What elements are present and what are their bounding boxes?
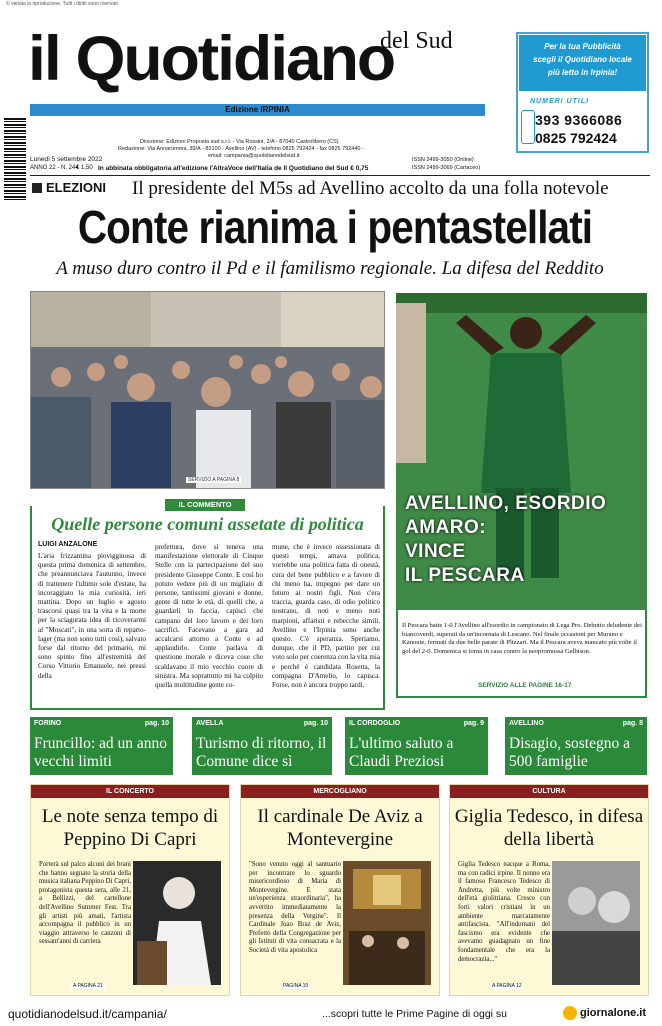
kicker-label: ELEZIONI	[46, 180, 106, 195]
bottom-label: CULTURA	[450, 785, 648, 798]
bottom-text: "Sono venuto oggi al santuario per incontrare lo sguardo misericordioso di Maria di Montevergine. E stata un'esperienza straordinaria", ha avvertito immediatamente la presenza della Vergine". Il Cardinale Joao Braz de Aviz, Prefetto della Congregazione per gli Istituti di vita consacrata e la Società di vita apostolica	[249, 861, 341, 954]
brief-page: pag. 9	[463, 720, 484, 727]
commento-title[interactable]: Quelle persone comuni assetate di politica	[51, 514, 364, 534]
phone-icon	[521, 110, 535, 144]
brief-category: AVELLINO	[509, 720, 544, 727]
publisher-line-2: Redazione: Via Annarumma, 39/A - 83100 - Avellino (AV) - telefono 0825 792424 - fax 0825 792440 -	[118, 146, 364, 152]
bottom-title: Il cardinale De Aviz a Montevergine	[257, 806, 423, 850]
kicker-text[interactable]: Il presidente del M5s ad Avellino accolto da una folla notevole	[132, 178, 609, 199]
bottom-ref[interactable]: A PAGINA 12	[492, 983, 522, 989]
divider	[30, 175, 650, 176]
bottom-article[interactable]	[240, 784, 440, 996]
brief-box[interactable]	[345, 717, 488, 775]
brief-text: L'ultimo saluto a Claudi Preziosi	[349, 735, 454, 770]
commento-col-2: prefettura, dove si teneva una manifestazione elettorale di Cinque Stelle con la partecipazione del suo presidente Giuseppe Conte. E così ho potuto vedere più di un migliaio di persone, tantissimi giovani e donne, gente di tutte le età, di quelli che, a guardarli in faccia, capisci che campano del loro lavoro e dei loro sacrifici. Facevano a gara ad accalcarsi attorno a Conte e ad applaudirlo. Conte parlava di questione morale e diceva cose che scaldavano il mio vecchio cuore di sinistra. Ma soprattutto mi ha colpito quella moltitudine gente co-	[155, 543, 263, 690]
singer-photo	[133, 861, 221, 985]
obligatory-note: In abbinata obbligatoria all'edizione l'AltraVoce dell'Italia de Il Quotidiano del Sud € 0,75	[98, 165, 369, 172]
newspaper-logo[interactable]: il Quotidiano	[28, 24, 395, 94]
brief-text: Turismo di ritorno, il Comune dice sì	[196, 735, 327, 770]
newspaper-logo-suffix: del Sud	[380, 28, 453, 54]
football-text: Il Pescara batte 1-0 l'Avellino all'esordio in campionato di Lega Pro. Debutto deludente dei biancoverdi, superati da un'incornata di Lescano. Nel finale occasioni per Murano e Kanoute, fermati da due belle parate di Plizzari. Ma il Pescara aveva mancato più volte il gol del 2-0. Domenica si torna in casa contro la neopromossa Gelbison.	[402, 622, 642, 655]
bottom-ref[interactable]: PAGINA 10	[283, 983, 309, 989]
footer-promo: ...scopri tutte le Prime Pagine di oggi su	[322, 1008, 508, 1020]
bottom-text: Giglia Tedesco nacque a Roma, ma con radici irpine. Il nonno era il famoso Francesco Tedesco di Andretta, più volte ministro dell'età giolittiana. Cresce con forti valori cristiani in un ambiente marcatamente antifascista. "All'indomani del fascismo era evidente che avevamo guadagnato un fine fondamentale che era la democrazia..."	[458, 861, 550, 963]
football-caption-line: VINCE	[405, 541, 466, 562]
bottom-label: MERCOGLIANO	[241, 785, 439, 798]
price: € 1,50	[76, 165, 93, 171]
publisher-line-1: Direzione: Edizioni Proposta sud s.r.l. - Via Rossini, 2/A - 87040 Castrolibero (CS)	[140, 139, 339, 145]
copyright-note: © vietata la riproduzione. Tutti i diritti sono riservati	[6, 1, 118, 7]
commento-label: IL COMMENTO	[165, 499, 245, 511]
ad-phone-1: 393 9366086	[535, 112, 623, 128]
football-caption-line: AVELLINO, ESORDIO	[405, 493, 607, 514]
portrait-photo	[552, 861, 640, 985]
bottom-title: Giglia Tedesco, in difesa della libertà	[454, 806, 644, 850]
photo-ref[interactable]: SERVIZIO A PAGINA 8	[188, 477, 240, 483]
brief-page: pag. 8	[622, 720, 643, 727]
bottom-text: Porterà sul palco alcuni dei brani che hanno segnato la storia della musica italiana Peppino Di Capri, protagonista questa sera, alle 21, a Bellizzi, del cartellone dell'Avellino Summer Fest. Tra gli artisti più amati, l'artista accompagna il pubblico in un viaggio attraverso le canzoni di sessant'anni di carriera	[39, 861, 131, 946]
bottom-article[interactable]	[30, 784, 230, 996]
crowd-illustration	[31, 292, 385, 489]
kicker-square	[32, 183, 42, 193]
ad-line-3: più letto in Irpinia!	[547, 68, 618, 77]
dateline: Lunedì 5 settembre 2022	[30, 156, 103, 163]
bottom-ref[interactable]: A PAGINA 21	[73, 983, 103, 989]
commento-author: LUIGI ANZALONE	[38, 541, 98, 548]
church-photo	[343, 861, 431, 985]
football-caption	[405, 492, 606, 588]
brief-box[interactable]	[505, 717, 647, 775]
ad-label: NUMERI UTILI	[530, 98, 590, 105]
commento-col-3: mune, che è invece ossessionata di questi tempi, amava politica, vorrebbe una politica fatta di onestà, cura del bene pubblico e a favore di chi meno ha, impegno per dare un futuro ai nostri figli. Non c'era traccia, guarda caso, di odio politico nostrano, di noti e meno noti marpioni, affaristi e rebecche simili. Avellino e l'Irpinia sono anche questo. C'è speranza. Speriamo, dunque, che il PD, partito per cui voto solo per coerenza con la vita mia e perché è candidata Rosetta, la compagna D'Amelio, lo capisca. Forse, non è ancora troppo tardi.	[272, 543, 380, 690]
brief-page: pag. 10	[144, 720, 169, 727]
main-headline[interactable]: Conte rianima i pentastellati	[77, 201, 593, 253]
brief-category: AVELLA	[196, 720, 224, 727]
brief-category: IL CORDOGLIO	[349, 720, 401, 727]
brief-page: pag. 10	[303, 720, 328, 727]
brief-box[interactable]	[30, 717, 173, 775]
bottom-label: IL CONCERTO	[31, 785, 229, 798]
ad-line-2: scegli il Quotidiano locale	[533, 55, 632, 64]
ad-line-1: Per la tua Pubblicità	[544, 42, 621, 51]
crowd-photo[interactable]	[30, 291, 385, 489]
main-subhead: A muso duro contro il Pd e il familismo regionale. La difesa del Reddito	[56, 258, 604, 279]
brief-category: FORINO	[34, 720, 62, 727]
issn-block	[412, 157, 480, 172]
football-caption-line: AMARO:	[405, 517, 487, 538]
brief-text: Fruncillo: ad un anno vecchi limiti	[34, 735, 168, 770]
issn-print: ISSN 2499-3069 (Cartaceo)	[412, 164, 481, 171]
footer-link[interactable]: quotidianodelsud.it/campania/	[8, 1007, 167, 1021]
giornalone-logo-icon	[563, 1006, 577, 1020]
footer-brand[interactable]: giornalone.it	[580, 1007, 646, 1019]
brief-box[interactable]	[192, 717, 332, 775]
football-ref[interactable]: SERVIZIO ALLE PAGINE 16-17	[478, 682, 572, 689]
barcode-icon	[4, 118, 26, 202]
publisher-line-3: email: campania@quotidianodelsud.it	[208, 153, 300, 159]
ad-phone-2: 0825 792424	[535, 130, 617, 146]
bottom-article[interactable]	[449, 784, 649, 996]
bottom-title: Le note senza tempo di Peppino Di Capri	[41, 806, 219, 850]
ad-banner	[519, 35, 646, 91]
issue-number: ANNO 22 - N. 244	[30, 165, 79, 171]
football-caption-line: IL PESCARA	[405, 565, 525, 586]
brief-text: Disagio, sostegno a 500 famiglie	[509, 735, 630, 770]
edition-bar: Edizione IRPINIA	[30, 104, 485, 116]
commento-col-1: L'aria frizzantina piovigginosa di questa prima domenica di settembre, che preannunciava l'autunno, invece di trattenere l'ultimo sole d'estate, ha incoraggiato la mia curiosità, ieri mattina. Dopo un luglio e agosto trascorsi quasi tra la vita e la morte per la sciagurata idea di ricoverarmi al "Moscati", in una sorta di reparto-lager (ma non sono tutti così), salvato forse dal ritorno del primario, mi sono spinto fino all'estremità del Corso Vittorio Emanuele, nei pressi della	[38, 552, 146, 680]
issn-online: ISSN 2499-3050 (Online)	[412, 157, 474, 163]
